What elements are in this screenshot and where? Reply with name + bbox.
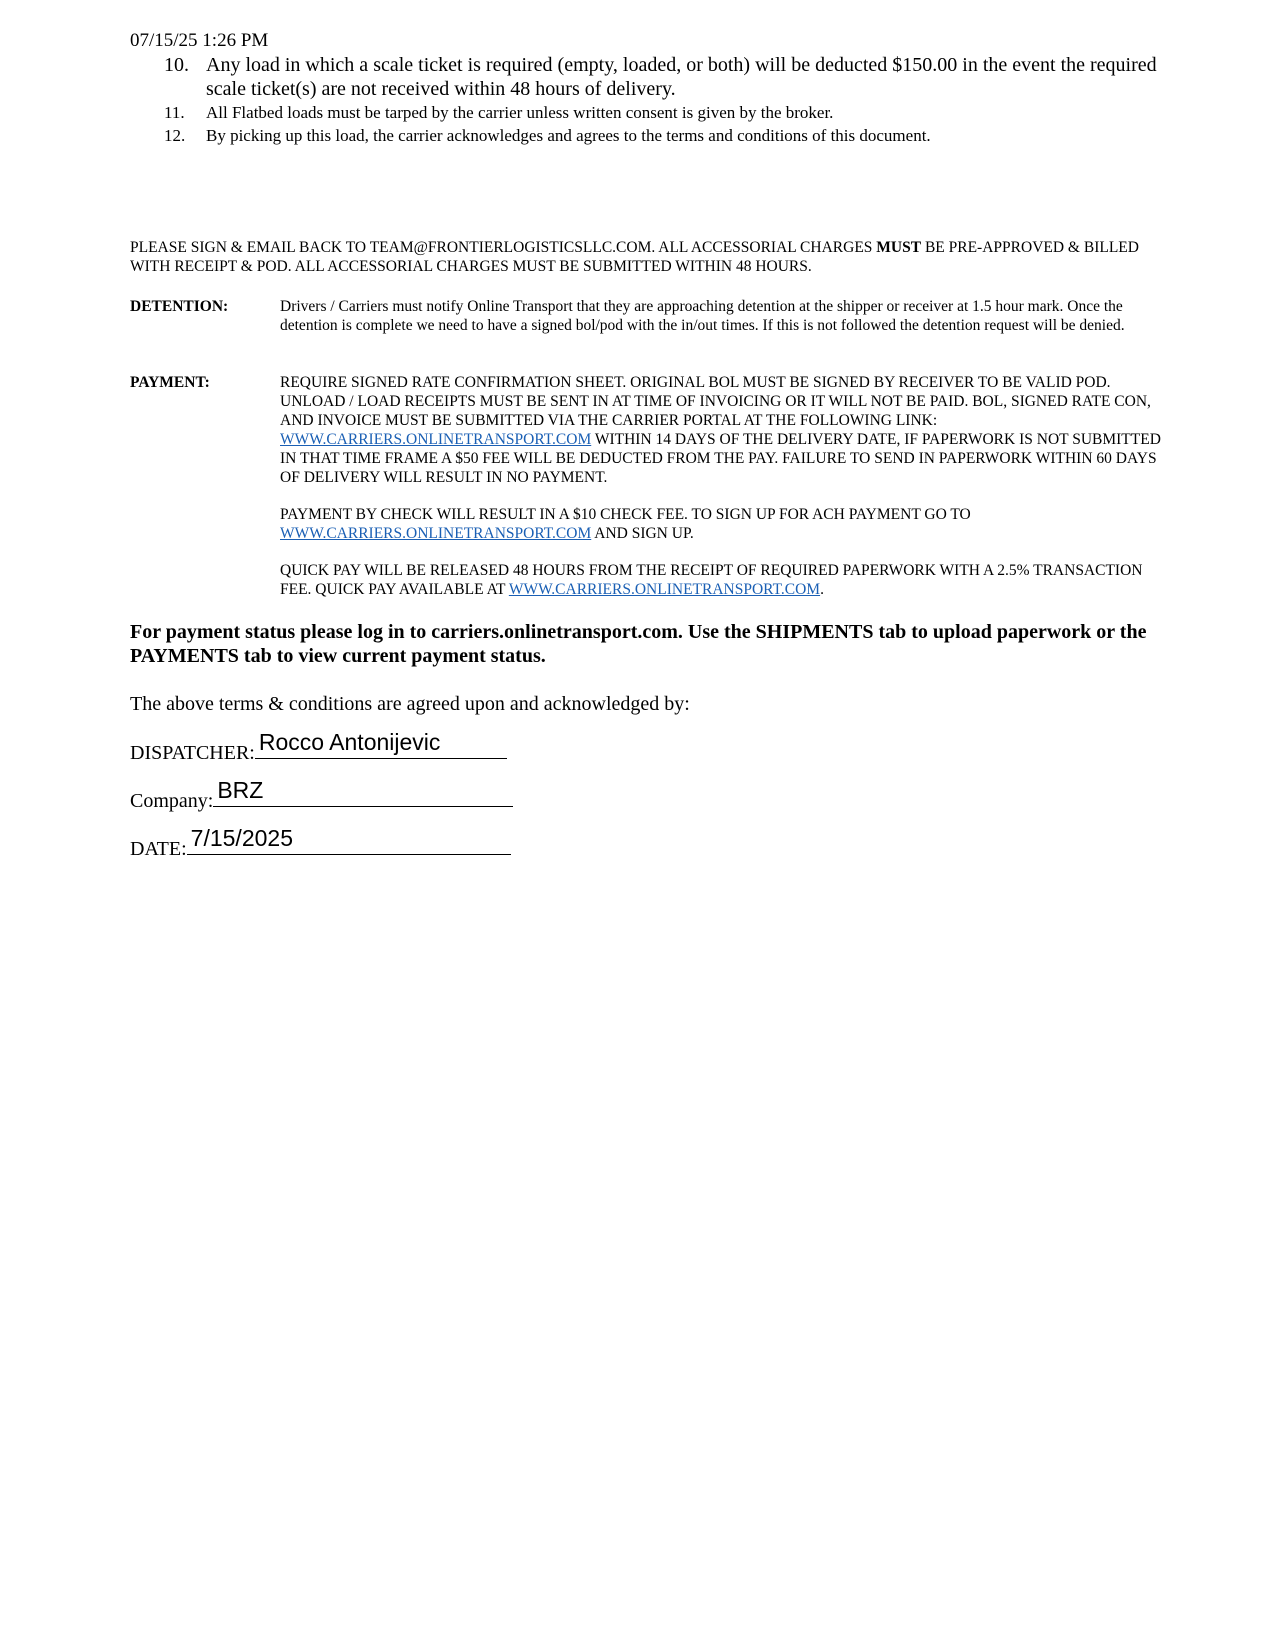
payment-paragraph bbox=[280, 373, 1165, 487]
acknowledgement-text: The above terms & conditions are agreed upon and acknowledged by: bbox=[130, 693, 690, 715]
company-signature-line bbox=[130, 777, 513, 813]
term-item bbox=[164, 53, 1164, 101]
term-number: 11. bbox=[164, 103, 185, 122]
payment-status-note: For payment status please log in to carriers.onlinetransport.com. Use the SHIPMENTS tab to upload paperwork or the PAYMENTS tab to view current payment status. bbox=[130, 621, 1147, 667]
date-field[interactable] bbox=[187, 825, 511, 855]
dispatcher-label: DISPATCHER: bbox=[130, 742, 255, 764]
date-label: DATE: bbox=[130, 838, 187, 860]
term-item bbox=[164, 124, 1164, 147]
payment-text: REQUIRE SIGNED RATE CONFIRMATION SHEET. ORIGINAL BOL MUST BE SIGNED BY RECEIVER TO BE VALID POD. UNLOAD / LOAD RECEIPTS MUST BE SENT IN AT TIME OF INVOICING OR IT WILL NOT BE PAID. BOL, SIGNED RATE CON, AND INVOICE MUST BE SUBMITTED VIA THE CARRIER PORTAL AT THE FOLLOWING LINK: bbox=[280, 374, 1151, 429]
detention-section bbox=[130, 297, 1165, 335]
dispatcher-value: Rocco Antonijevic bbox=[258, 729, 441, 755]
payment-section bbox=[130, 373, 1165, 617]
detention-label: DETENTION: bbox=[130, 298, 229, 315]
term-item bbox=[164, 101, 1164, 124]
notice-emphasis: MUST bbox=[876, 239, 922, 256]
carrier-portal-link[interactable]: WWW.CARRIERS.ONLINETRANSPORT.COM bbox=[280, 431, 592, 448]
term-text: All Flatbed loads must be tarped by the carrier unless written consent is given by the broker. bbox=[206, 103, 834, 122]
company-label: Company: bbox=[130, 790, 214, 812]
payment-paragraph bbox=[280, 505, 1165, 543]
term-number: 10. bbox=[164, 54, 189, 76]
payment-text: AND SIGN UP. bbox=[591, 525, 694, 542]
date-value: 7/15/2025 bbox=[190, 825, 293, 851]
dispatcher-field[interactable] bbox=[255, 729, 507, 759]
carrier-portal-link[interactable]: WWW.CARRIERS.ONLINETRANSPORT.COM bbox=[508, 581, 821, 598]
term-number: 12. bbox=[164, 126, 186, 145]
date-signature-line bbox=[130, 825, 511, 861]
dispatcher-signature-line bbox=[130, 729, 507, 765]
payment-text: PAYMENT BY CHECK WILL RESULT IN A $10 CHECK FEE. TO SIGN UP FOR ACH PAYMENT GO TO bbox=[280, 506, 971, 523]
term-text: By picking up this load, the carrier acknowledges and agrees to the terms and conditions of this document. bbox=[206, 126, 931, 145]
sign-and-email-notice bbox=[130, 238, 1165, 276]
company-field[interactable] bbox=[213, 777, 513, 807]
payment-body bbox=[280, 373, 1165, 599]
payment-text: . bbox=[820, 581, 824, 598]
payment-text: QUICK PAY WILL BE RELEASED 48 HOURS FROM THE RECEIPT OF REQUIRED PAPERWORK WITH A 2.5% TRANSACTION FEE. QUICK PAY AVAILABLE AT bbox=[280, 562, 1143, 598]
payment-paragraph bbox=[280, 561, 1165, 599]
print-timestamp: 07/15/25 1:26 PM bbox=[130, 30, 269, 51]
payment-label: PAYMENT: bbox=[130, 374, 210, 391]
notice-text: PLEASE SIGN & EMAIL BACK TO TEAM@FRONTIERLOGISTICSLLC.COM. ALL ACCESSORIAL CHARGES bbox=[130, 239, 877, 256]
detention-text: Drivers / Carriers must notify Online Transport that they are approaching detention at the shipper or receiver at 1.5 hour mark. Once the detention is complete we need to have a signed bol/pod with the in/out times. If this is not followed the detention request will be denied. bbox=[280, 298, 1125, 334]
terms-list bbox=[164, 53, 1164, 147]
term-text: Any load in which a scale ticket is required (empty, loaded, or both) will be deducted $150.00 in the event the required scale ticket(s) are not received within 48 hours of delivery. bbox=[206, 54, 1157, 100]
company-value: BRZ bbox=[217, 777, 264, 803]
payment-text: WITHIN 14 DAYS OF THE DELIVERY DATE, IF PAPERWORK IS NOT SUBMITTED IN THAT TIME FRAME A $50 FEE WILL BE DEDUCTED FROM THE PAY. FAILURE TO SEND IN PAPERWORK WITHIN 60 DAYS OF DELIVERY WILL RESULT IN NO PAYMENT. bbox=[280, 431, 1161, 486]
notice-text: BE PRE-APPROVED & BILLED WITH RECEIPT & POD. ALL ACCESSORIAL CHARGES MUST BE SUBMITTED WITHIN 48 HOURS. bbox=[130, 239, 1139, 275]
carrier-portal-link[interactable]: WWW.CARRIERS.ONLINETRANSPORT.COM bbox=[280, 525, 592, 542]
